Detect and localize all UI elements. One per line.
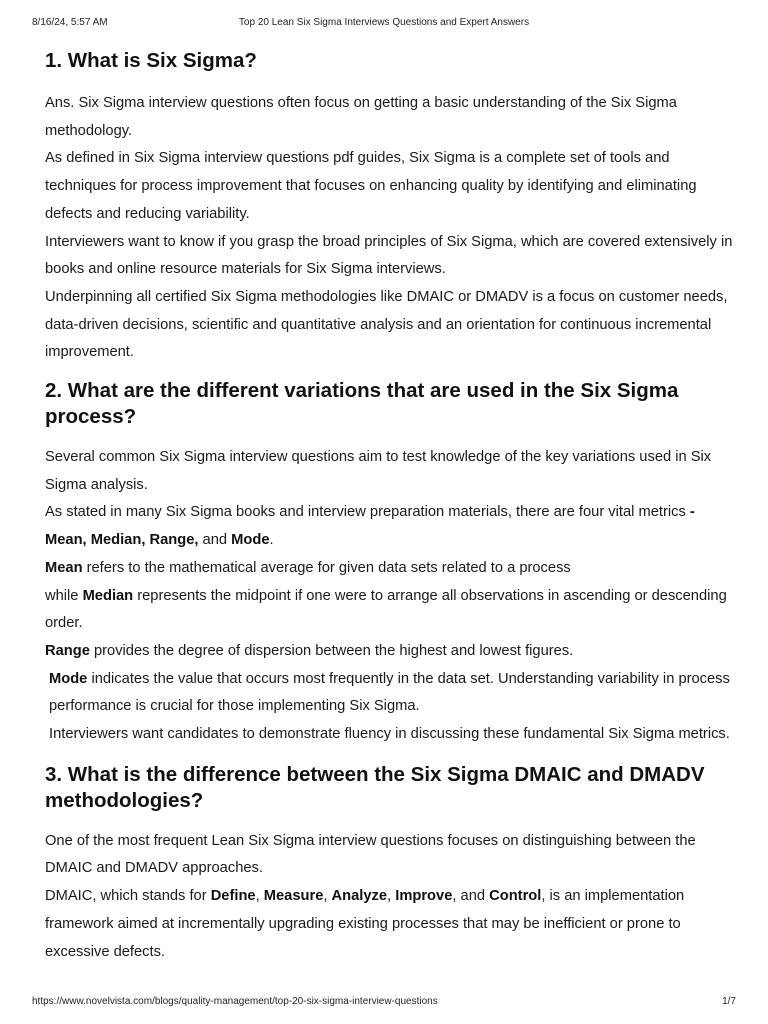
article-content (45, 45, 735, 966)
term-mode: Mode (49, 670, 88, 687)
answer-paragraph-metrics: As stated in many Six Sigma books and interview preparation materials, there are four vital metrics - Mean, Median, Range, and Mode. (45, 504, 695, 549)
term-control: Control (489, 888, 542, 905)
answer-paragraph: Interviewers want candidates to demonstrate fluency in discussing these fundamental Six Sigma metrics. (49, 726, 730, 743)
term-range: Range (45, 642, 90, 659)
term-median: Median (82, 587, 134, 604)
term-improve: Improve (395, 888, 453, 905)
answer-paragraph-mode: Mode indicates the value that occurs most frequently in the data set. Understanding variability in process performance is crucial for those implementing Six Sigma. (49, 670, 730, 715)
answer-paragraph: One of the most frequent Lean Six Sigma interview questions focuses on distinguishing between the DMAIC and DMADV approaches. (45, 832, 696, 877)
answer-paragraph-dmaic: DMAIC, which stands for Define, Measure, Analyze, Improve, and Control, is an implementation framework aimed at incrementally upgrading existing processes that may be inefficient or prone to excessive defects. (45, 888, 685, 960)
answer-paragraph: Underpinning all certified Six Sigma methodologies like DMAIC or DMADV is a focus on customer needs, data-driven decisions, scientific and quantitative analysis and an orientation for continuous incremental improvement. (45, 288, 728, 361)
print-footer (32, 996, 736, 1010)
question-heading-2: 2. What are the different variations that are used in the Six Sigma process? (45, 379, 679, 429)
answer-paragraph: Several common Six Sigma interview questions aim to test knowledge of the key variations used in Six Sigma analysis. (45, 449, 712, 493)
answer-paragraph: Interviewers want to know if you grasp the broad principles of Six Sigma, which are covered extensively in books and online resource materials for Six Sigma interviews. (45, 233, 733, 278)
page-number: 1/7 (722, 996, 736, 1007)
term-measure: Measure (263, 888, 324, 905)
print-datetime: 8/16/24, 5:57 AM (32, 17, 108, 28)
answer-paragraph-mean: Mean refers to the mathematical average for given data sets related to a process (45, 559, 571, 576)
print-page-title: Top 20 Lean Six Sigma Interviews Questions and Expert Answers (238, 17, 530, 28)
term-define: Define (210, 888, 256, 905)
answer-paragraph-median: while Median represents the midpoint if one were to arrange all observations in ascending or descending order. (45, 587, 727, 632)
answer-paragraph: Ans. Six Sigma interview questions often focus on getting a basic understanding of the Six Sigma methodology. (45, 95, 677, 139)
question-heading-3: 3. What is the difference between the Six Sigma DMAIC and DMADV methodologies? (45, 762, 705, 812)
print-url: https://www.novelvista.com/blogs/quality-management/top-20-six-sigma-interview-questions (32, 996, 438, 1007)
question-heading-1: 1. What is Six Sigma? (45, 49, 257, 72)
answer-paragraph: As defined in Six Sigma interview questions pdf guides, Six Sigma is a complete set of tools and techniques for process improvement that focuses on enhancing quality by identifying and eliminating defects and reducing variability. (45, 150, 697, 222)
term-analyze: Analyze (331, 888, 388, 905)
answer-paragraph-range: Range provides the degree of dispersion between the highest and lowest figures. (45, 642, 574, 659)
print-header (32, 17, 736, 31)
term-mean: Mean (45, 559, 83, 576)
